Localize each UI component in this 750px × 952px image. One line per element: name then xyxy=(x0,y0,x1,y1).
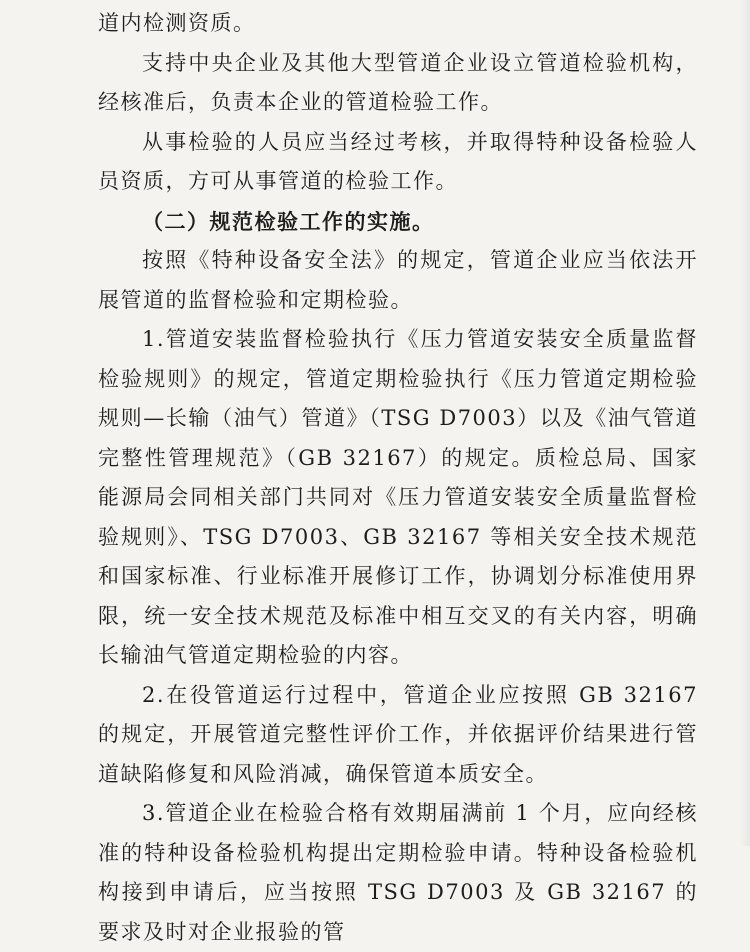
page-edge-shadow xyxy=(740,0,750,846)
paragraph-4: 按照《特种设备安全法》的规定，管道企业应当依法开展管道的监督检验和定期检验。 xyxy=(98,248,698,312)
paragraph-5: 1.管道安装监督检验执行《压力管道安装安全质量监督检验规则》的规定，管道定期检验执行《压力管道定期检验规则—长输（油气）管道》（TSG D7003）以及《油气管道完整性管理规范》（GB 32167）的规定。质检总局、国家能源局会同相关部门共同对《压力管道安装安全质量监督检验规则》、TSG D7003、GB 32167 等相关安全技术规范和国家标准、行业标准开展修订工作，协调划分标准使用界限，统一安全技术规范及标准中相互交叉的有关内容，明确长输油气管道定期检验的内容。 xyxy=(98,327,698,667)
document-body xyxy=(98,4,698,952)
section-heading: （二）规范检验工作的实施。 xyxy=(142,208,435,234)
paragraph-1: 支持中央企业及其他大型管道企业设立管道检验机构，经核准后，负责本企业的管道检验工作。 xyxy=(98,50,698,114)
paragraph-7: 3.管道企业在检验合格有效期届满前 1 个月，应向经核准的特种设备检验机构提出定期检验申请。特种设备检验机构接到申请后，应当按照 TSG D7003 及 GB 32167 的要求及时对企业报验的管 xyxy=(98,801,698,944)
paragraph-6: 2.在役管道运行过程中，管道企业应按照 GB 32167 的规定，开展管道完整性评价工作，并依据评价结果进行管道缺陷修复和风险消减，确保管道本质安全。 xyxy=(98,682,698,786)
paragraph-2: 从事检验的人员应当经过考核，并取得特种设备检验人员资质，方可从事管道的检验工作。 xyxy=(98,129,698,193)
paragraph-0: 道内检测资质。 xyxy=(98,11,256,35)
